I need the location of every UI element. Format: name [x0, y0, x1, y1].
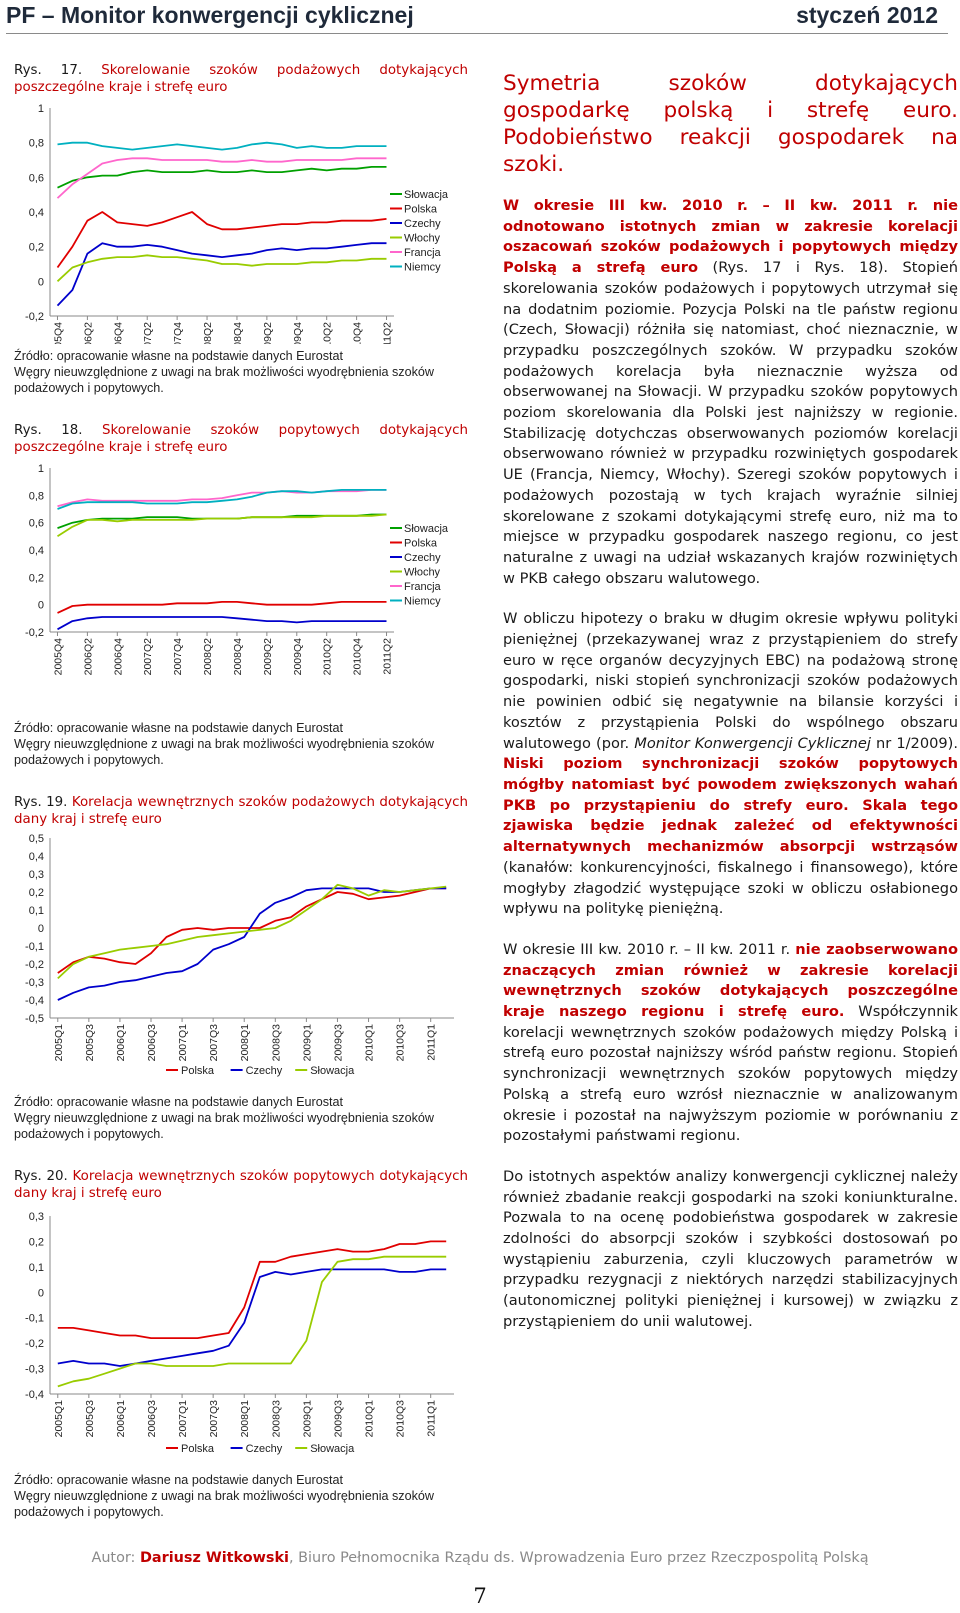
y-tick-label: 0,6 [28, 172, 44, 185]
x-tick-label: 2008Q3 [270, 1400, 283, 1438]
y-tick-label: -0,2 [25, 627, 44, 639]
y-tick-label: 0 [37, 276, 44, 289]
x-tick-label: 2007Q3 [208, 1400, 221, 1438]
y-tick-label: 0 [37, 599, 44, 612]
x-tick-label: 2005Q4 [52, 638, 65, 676]
y-tick-label: 0 [37, 1287, 44, 1300]
x-tick-label: 2005Q3 [83, 1400, 96, 1438]
x-tick-label: 2005Q1 [52, 1024, 65, 1062]
figure-19-source: Źródło: opracowanie własne na podstawie danych Eurostat [14, 1095, 344, 1109]
y-tick-label: 0,3 [28, 869, 44, 881]
x-tick-label: 2011Q1 [425, 1024, 438, 1061]
page-number: 7 [473, 1584, 487, 1608]
y-tick-label: -0,3 [25, 977, 44, 989]
y-tick-label: -0,1 [25, 941, 44, 953]
figure-20-chart [14, 1202, 468, 1472]
x-tick-label: 2011Q2 [381, 322, 394, 344]
x-tick-label: 2009Q4 [291, 638, 304, 676]
figure-18-chart [14, 456, 468, 720]
legend-label: Niemcy [404, 595, 441, 608]
series-line-6 [58, 490, 387, 509]
x-tick-label: 2008Q2 [202, 638, 215, 676]
x-tick-label: 2010Q4 [351, 322, 364, 344]
x-tick-label: 2007Q3 [208, 1024, 221, 1062]
legend-label: Czechy [404, 218, 441, 230]
legend-label: Włochy [404, 232, 441, 245]
y-tick-label: 0,5 [28, 833, 44, 845]
y-tick-label: 0,2 [28, 887, 44, 899]
x-tick-label: 2010Q2 [321, 322, 334, 344]
series-line-1 [58, 167, 387, 188]
x-tick-label: 2010Q3 [394, 1400, 407, 1438]
figure-18-caption: Rys. 18. Skorelowanie szoków popytowych dotykających poszczególne kraje i strefę euro [14, 423, 469, 455]
figure-17-svg [14, 96, 468, 344]
x-tick-label: 2007Q2 [142, 638, 155, 676]
series-line-3 [58, 1257, 446, 1387]
figure-20-caption: Rys. 20. Korelacja wewnętrznych szoków popytowych dotykających dany kraj i strefę euro [14, 1169, 469, 1201]
x-tick-label: 2010Q1 [363, 1400, 376, 1438]
x-tick-label: 2007Q4 [172, 322, 185, 344]
series-line-5 [58, 490, 387, 506]
y-tick-label: -0,5 [25, 1013, 44, 1025]
y-tick-label: 0,2 [28, 572, 44, 585]
y-tick-label: -0,2 [25, 311, 44, 323]
y-tick-label: 0,4 [28, 207, 44, 219]
y-tick-label: 0,1 [28, 905, 44, 917]
x-tick-label: 2008Q3 [270, 1024, 283, 1062]
y-tick-label: -0,1 [25, 1312, 44, 1325]
x-tick-label: 2008Q1 [239, 1400, 252, 1438]
paragraph-3: W okresie III kw. 2010 r. – II kw. 2011 r. nie zaobserwowano znaczących zmian również w zakresie korelacji wewnętrznych szoków dotykających poszczególne kraje naszego regionu i strefę euro. Współczynnik korelacji wewnętrznych szoków podażowych między Polską i strefą euro pozostał najniższy wśród państw regionu. Stopień synchronizacji wewnętrznych szoków popytowych między Polską a strefą euro wzrósł nieznacznie w analizowanym okresie i pozostał na najwyższym poziomie w porównaniu z pozostałymi państwami regionu. [503, 940, 958, 1145]
x-tick-label: 2009Q2 [261, 638, 274, 676]
figure-19-note: Węgry nieuwzględnione z uwagi na brak możliwości wyodrębnienia szoków podażowych i popytowych. [14, 1111, 434, 1141]
x-tick-label: 2008Q4 [231, 322, 244, 344]
x-tick-label: 2009Q3 [332, 1024, 345, 1062]
figure-19-svg [14, 828, 468, 1090]
legend-label: Polska [181, 1065, 215, 1077]
y-tick-label: 0 [37, 923, 44, 935]
legend-label: Francja [404, 247, 441, 259]
page-header [6, 0, 948, 36]
legend-label: Czechy [404, 552, 441, 564]
y-tick-label: 1 [37, 463, 44, 475]
footer-author: Dariusz Witkowski [139, 1550, 289, 1566]
series-line-2 [58, 888, 446, 1000]
y-tick-label: 0,6 [28, 517, 44, 530]
x-tick-label: 2007Q1 [177, 1400, 190, 1438]
legend-label: Polska [404, 537, 438, 550]
x-tick-label: 2007Q1 [177, 1024, 190, 1062]
paragraph-1: W okresie III kw. 2010 r. – II kw. 2011 r. nie odnotowano istotnych zmian w zakresie korelacji oszacowań szoków podażowych i popytowych między Polską a strefą euro (Rys. 17 i Rys. 18). Stopień skorelowania szoków podażowych i popytowych utrzymał się na dodatnim poziomie. Pozycja Polski na tle państw regionu (Czech, Słowacji) różniła się natomiast, choć nieznacznie, w przypadku poszczególnych szoków. W przypadku szoków podażowych korelacja była nieznacznie wyższa od obserwowanej na Słowacji. W przypadku szoków popytowych poziom skorelowania dla Polski jest najniższy w regionie. Stabilizację dotychczas obserwowanych poziomów korelacji obserwowano również w przypadku rozwiniętych gospodarek UE (Francja, Niemcy, Włochy). Szeregi szoków popytowych i podażowych pozostają w tych krajach wyraźnie silniej skorelowane z szokami dotykającymi strefę euro, niż ma to miejsce w przypadku gospodarek naszego regionu, co jest naturalne z uwagi na udział wskazanych krajów rozwiniętych w PKB całego obszaru walutowego. [503, 197, 958, 587]
series-line-5 [58, 158, 387, 198]
x-tick-label: 2008Q1 [239, 1024, 252, 1062]
x-tick-label: 2010Q3 [394, 1024, 407, 1062]
x-tick-label: 2006Q1 [114, 1400, 127, 1438]
paragraph-4: Do istotnych aspektów analizy konwergencji cyklicznej należy również zbadanie reakcji gospodarki na szoki koniunkturalne. Pozwala to na ocenę podobieństwa gospodarek w zakresie zdolności do absorpcji szoków i szybkości dostosowań po wystąpieniu zaburzenia, czyli kluczowych parametrów w przypadku rezygnacji z niektórych narzędzi stabilizacyjnych (autonomicznej polityki pieniężnej i kursowej) w związku z przystąpieniem do unii walutowej. [503, 1167, 958, 1330]
x-tick-label: 2011Q2 [381, 638, 394, 675]
x-tick-label: 2009Q1 [301, 1400, 314, 1438]
y-tick-label: 0,2 [28, 241, 44, 254]
paragraph-2: W obliczu hipotezy o braku w długim okresie wpływu polityki pieniężnej (przekazywanej wraz z przystąpieniem do strefy euro w ręce organów decyzyjnych EBC) na podażową stronę gospodarki, niski stopień synchronizacji szoków podażowych nie powinien odbić się negatywnie na bilansie korzyści i kosztów z przystąpienia Polski do wspólnego obszaru walutowego (por. Monitor Konwergencji Cyklicznej nr 1/2009). Niski poziom synchronizacji szoków popytowych mógłby natomiast być powodem zwiększonych wahań PKB po przystąpieniu do strefy euro. Skala tego zjawiska będzie jednak zależeć od efektywności alternatywnych mechanizmów absorpcji wstrząsów (kanałów: konkurencyjności, fiskalnego i finansowego), które mogłyby złagodzić występujące szoki w obliczu osłabionego wpływu na politykę pieniężną. [503, 610, 959, 918]
figure-19-chart [14, 828, 468, 1094]
figure-18-svg [14, 456, 468, 716]
figure-17-chart [14, 96, 468, 348]
document-title: PF – Monitor konwergencji cyklicznej [6, 2, 414, 28]
legend-label: Słowacja [310, 1065, 355, 1077]
right-column [503, 70, 958, 1333]
x-tick-label: 2006Q2 [82, 322, 95, 344]
header-rule [6, 33, 948, 34]
left-column [14, 62, 468, 1520]
x-tick-label: 2007Q2 [142, 322, 155, 344]
figure-17-source: Źródło: opracowanie własne na podstawie danych Eurostat [14, 349, 344, 363]
x-tick-label: 2005Q4 [52, 322, 65, 344]
document-date: styczeń 2012 [796, 2, 938, 28]
series-line-3 [58, 243, 387, 305]
figure-19-caption: Rys. 19. Korelacja wewnętrznych szoków podażowych dotykających dany kraj i strefę euro [14, 795, 468, 827]
x-tick-label: 2009Q4 [291, 322, 304, 344]
y-tick-label: 0,2 [28, 1236, 44, 1249]
series-line-2 [58, 602, 387, 613]
x-tick-label: 2006Q3 [146, 1400, 158, 1438]
x-tick-label: 2006Q1 [114, 1024, 127, 1062]
y-tick-label: -0,4 [25, 1389, 44, 1401]
x-tick-label: 2005Q3 [83, 1024, 96, 1062]
x-tick-label: 2010Q2 [321, 638, 334, 676]
figure-18-source: Źródło: opracowanie własne na podstawie danych Eurostat [14, 721, 344, 735]
y-tick-label: 0,8 [28, 137, 44, 150]
series-line-6 [58, 143, 387, 150]
x-tick-label: 2009Q3 [332, 1400, 345, 1438]
legend-label: Słowacja [310, 1443, 355, 1455]
figure-17-note: Węgry nieuwzględnione z uwagi na brak możliwości wyodrębnienia szoków podażowych i popytowych. [14, 365, 434, 395]
series-line-4 [58, 255, 387, 281]
x-tick-label: 2011Q1 [425, 1400, 438, 1437]
x-tick-label: 2006Q4 [112, 322, 125, 344]
x-tick-label: 2006Q4 [112, 638, 125, 676]
y-tick-label: 0,4 [28, 545, 44, 557]
x-tick-label: 2008Q2 [202, 322, 215, 344]
legend-label: Polska [181, 1443, 215, 1455]
y-tick-label: -0,2 [25, 959, 44, 971]
x-tick-label: 2010Q4 [351, 638, 364, 676]
legend-label: Czechy [245, 1443, 283, 1455]
section-heading: Symetria szoków dotykających gospodarkę polską i strefę euro. Podobieństwo reakcji gospodarek na szoki. [503, 71, 958, 177]
x-tick-label: 2009Q2 [261, 322, 274, 344]
series-line-3 [58, 885, 446, 979]
y-tick-label: 0,3 [28, 1211, 44, 1223]
legend-label: Polska [404, 203, 438, 216]
x-tick-label: 2005Q1 [52, 1400, 65, 1438]
y-tick-label: 0,1 [28, 1261, 44, 1274]
figure-20-source: Źródło: opracowanie własne na podstawie danych Eurostat [14, 1473, 344, 1487]
x-tick-label: 2006Q3 [146, 1024, 158, 1062]
x-tick-label: 2009Q1 [301, 1024, 314, 1062]
y-tick-label: -0,3 [25, 1363, 44, 1376]
legend-label: Słowacja [404, 523, 449, 535]
y-tick-label: -0,2 [25, 1338, 44, 1351]
figure-20-note: Węgry nieuwzględnione z uwagi na brak możliwości wyodrębnienia szoków podażowych i popytowych. [14, 1489, 434, 1519]
y-tick-label: -0,4 [25, 995, 44, 1007]
legend-label: Słowacja [404, 189, 449, 201]
figure-18-note: Węgry nieuwzględnione z uwagi na brak możliwości wyodrębnienia szoków podażowych i popytowych. [14, 737, 434, 767]
legend-label: Włochy [404, 566, 441, 579]
x-tick-label: 2007Q4 [172, 638, 185, 676]
page-footer: Autor: Dariusz Witkowski, Biuro Pełnomocnika Rządu ds. Wprowadzenia Euro przez Rzeczpospolitą Polską [91, 1550, 869, 1566]
series-line-3 [58, 617, 387, 629]
figure-20-svg [14, 1202, 468, 1468]
x-tick-label: 2006Q2 [82, 638, 95, 676]
legend-label: Czechy [245, 1065, 283, 1077]
figure-17-caption: Rys. 17. Skorelowanie szoków podażowych dotykających poszczególne kraje i strefę euro [14, 63, 469, 95]
legend-label: Francja [404, 581, 441, 593]
x-tick-label: 2010Q1 [363, 1024, 376, 1062]
legend-label: Niemcy [404, 261, 441, 274]
y-tick-label: 0,8 [28, 490, 44, 503]
y-tick-label: 1 [37, 103, 44, 115]
x-tick-label: 2008Q4 [231, 638, 244, 676]
y-tick-label: 0,4 [28, 851, 44, 863]
